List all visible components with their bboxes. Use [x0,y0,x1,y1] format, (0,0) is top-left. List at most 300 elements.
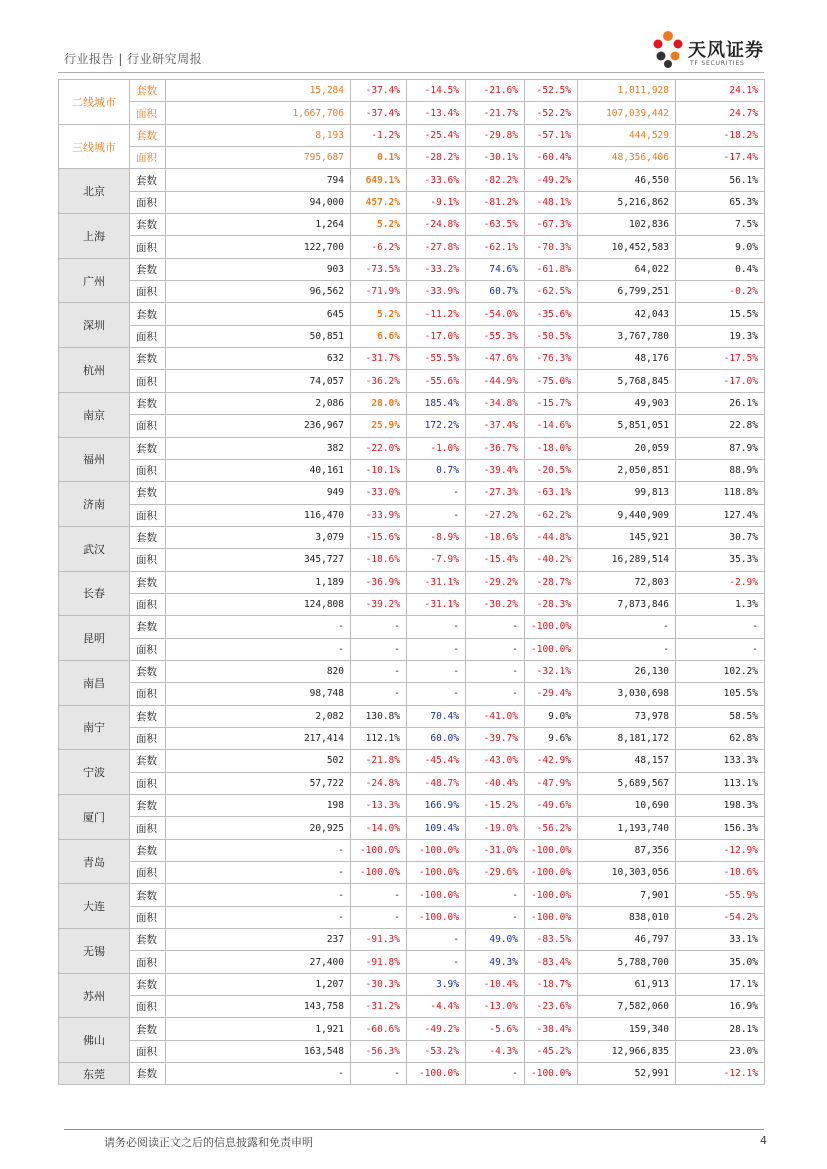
value-cell: -10.4% [466,973,525,995]
value-cell: - [351,660,407,682]
value-cell: 50,851 [166,325,351,347]
value-cell: -91.3% [351,929,407,951]
value-cell: -17.0% [407,325,466,347]
value-cell: - [407,660,466,682]
value-cell: 24.7% [676,102,765,124]
value-cell: 0.7% [407,459,466,481]
value-cell: -12.1% [676,1063,765,1085]
value-cell: -5.6% [466,1018,525,1040]
value-cell: -12.9% [676,839,765,861]
city-name-cell: 北京 [59,169,130,214]
table-body [59,80,765,1085]
metric-label-cell: 套数 [130,258,166,280]
table-row [59,638,765,660]
value-cell: 130.8% [351,705,407,727]
value-cell: -19.0% [466,817,525,839]
metric-label-cell: 套数 [130,482,166,504]
value-cell: 30.7% [676,526,765,548]
table-row [59,571,765,593]
value-cell: 49,903 [578,392,676,414]
value-cell: 87.9% [676,437,765,459]
value-cell: -14.5% [407,80,466,102]
value-cell: - [466,616,525,638]
table-row [59,504,765,526]
table-row [59,996,765,1018]
value-cell: 113.1% [676,772,765,794]
metric-label-cell: 套数 [130,705,166,727]
value-cell: 444,529 [578,124,676,146]
value-cell: 72,803 [578,571,676,593]
city-name-cell: 武汉 [59,526,130,571]
value-cell: -21.7% [466,102,525,124]
value-cell: 7,873,846 [578,593,676,615]
city-name-cell: 广州 [59,258,130,303]
city-name-cell: 深圳 [59,303,130,348]
value-cell: 8,193 [166,124,351,146]
metric-label-cell: 面积 [130,102,166,124]
value-cell: 46,797 [578,929,676,951]
value-cell: -71.9% [351,281,407,303]
value-cell: 70.4% [407,705,466,727]
value-cell: -31.1% [407,571,466,593]
value-cell: -13.3% [351,795,407,817]
value-cell: 7.5% [676,214,765,236]
value-cell: - [351,884,407,906]
value-cell: -13.4% [407,102,466,124]
value-cell: 16.9% [676,996,765,1018]
value-cell: -28.3% [525,593,578,615]
value-cell: -37.4% [351,102,407,124]
metric-label-cell: 套数 [130,80,166,102]
value-cell: 5,689,567 [578,772,676,794]
value-cell: 124,808 [166,593,351,615]
table-row [59,415,765,437]
value-cell: -22.0% [351,437,407,459]
value-cell: -100.0% [525,906,578,928]
value-cell: -43.0% [466,750,525,772]
metric-label-cell: 面积 [130,996,166,1018]
value-cell: 382 [166,437,351,459]
value-cell: 74.6% [466,258,525,280]
value-cell: -83.5% [525,929,578,951]
value-cell: 3,079 [166,526,351,548]
table-row [59,392,765,414]
metric-label-cell: 面积 [130,593,166,615]
value-cell: 133.3% [676,750,765,772]
value-cell: - [466,906,525,928]
metric-label-cell: 套数 [130,750,166,772]
value-cell: - [407,951,466,973]
value-cell: -42.9% [525,750,578,772]
value-cell: - [166,616,351,638]
value-cell: 102,836 [578,214,676,236]
table-row [59,750,765,772]
metric-label-cell: 面积 [130,906,166,928]
value-cell: -17.4% [676,147,765,169]
value-cell: -60.6% [351,1018,407,1040]
value-cell: - [466,638,525,660]
value-cell: -54.2% [676,906,765,928]
value-cell: -82.2% [466,169,525,191]
value-cell: 198.3% [676,795,765,817]
value-cell: 105.5% [676,683,765,705]
value-cell: -17.5% [676,348,765,370]
value-cell: 49.3% [466,951,525,973]
city-name-cell: 长春 [59,571,130,616]
value-cell: -100.0% [525,616,578,638]
value-cell: -33.2% [407,258,466,280]
value-cell: 107,039,442 [578,102,676,124]
value-cell: -63.1% [525,482,578,504]
value-cell: - [466,683,525,705]
value-cell: -56.2% [525,817,578,839]
table-row [59,973,765,995]
value-cell: -52.2% [525,102,578,124]
metric-label-cell: 套数 [130,1063,166,1085]
metric-label-cell: 套数 [130,571,166,593]
metric-label-cell: 面积 [130,951,166,973]
value-cell: -100.0% [407,1063,466,1085]
value-cell: -15.6% [351,526,407,548]
value-cell: 35.3% [676,549,765,571]
value-cell: - [466,1063,525,1085]
value-cell: -36.7% [466,437,525,459]
value-cell: 145,921 [578,526,676,548]
value-cell: -9.1% [407,191,466,213]
table-row [59,1018,765,1040]
value-cell: 17.1% [676,973,765,995]
value-cell: -44.8% [525,526,578,548]
value-cell: 58.5% [676,705,765,727]
value-cell: 28.0% [351,392,407,414]
value-cell: 795,687 [166,147,351,169]
table-row [59,1040,765,1062]
value-cell: 48,157 [578,750,676,772]
value-cell: 1,921 [166,1018,351,1040]
value-cell: 1,264 [166,214,351,236]
value-cell: 820 [166,660,351,682]
value-cell: -34.8% [466,392,525,414]
value-cell: -33.6% [407,169,466,191]
value-cell: 19.3% [676,325,765,347]
value-cell: -18.7% [525,973,578,995]
metric-label-cell: 面积 [130,415,166,437]
value-cell: -21.6% [466,80,525,102]
value-cell: -23.6% [525,996,578,1018]
value-cell: 9.0% [676,236,765,258]
value-cell: 33.1% [676,929,765,951]
table-row [59,348,765,370]
value-cell: 903 [166,258,351,280]
value-cell: -57.1% [525,124,578,146]
value-cell: -47.9% [525,772,578,794]
value-cell: 88.9% [676,459,765,481]
value-cell: 7,582,060 [578,996,676,1018]
metric-label-cell: 套数 [130,839,166,861]
value-cell: 9.0% [525,705,578,727]
value-cell: -37.4% [351,80,407,102]
value-cell: -63.5% [466,214,525,236]
metric-label-cell: 面积 [130,236,166,258]
value-cell: -48.1% [525,191,578,213]
value-cell: -7.9% [407,549,466,571]
value-cell: 65.3% [676,191,765,213]
value-cell: - [166,1063,351,1085]
value-cell: -20.5% [525,459,578,481]
value-cell: 0.4% [676,258,765,280]
value-cell: -55.5% [407,348,466,370]
value-cell: -18.6% [466,526,525,548]
metric-label-cell: 套数 [130,303,166,325]
value-cell: 74,057 [166,370,351,392]
table-row [59,862,765,884]
value-cell: -100.0% [407,884,466,906]
value-cell: - [407,638,466,660]
value-cell: 96,562 [166,281,351,303]
value-cell: -17.0% [676,370,765,392]
table-row [59,281,765,303]
metric-label-cell: 面积 [130,370,166,392]
value-cell: -100.0% [351,839,407,861]
value-cell: -31.7% [351,348,407,370]
value-cell: 64,022 [578,258,676,280]
value-cell: 949 [166,482,351,504]
value-cell: -70.3% [525,236,578,258]
value-cell: 166.9% [407,795,466,817]
value-cell: - [407,616,466,638]
value-cell: 159,340 [578,1018,676,1040]
value-cell: - [351,1063,407,1085]
value-cell: 26,130 [578,660,676,682]
value-cell: -30.1% [466,147,525,169]
table-row [59,303,765,325]
value-cell: -35.6% [525,303,578,325]
value-cell: 9.6% [525,727,578,749]
logo-subtext: TF SECURITIES [690,60,745,67]
table-row [59,482,765,504]
value-cell: -13.0% [466,996,525,1018]
value-cell: -55.3% [466,325,525,347]
table-row [59,191,765,213]
value-cell: -30.3% [351,973,407,995]
city-name-cell: 东莞 [59,1063,130,1085]
value-cell: 5,788,700 [578,951,676,973]
value-cell: -49.6% [525,795,578,817]
table-row [59,884,765,906]
value-cell: -29.4% [525,683,578,705]
city-name-cell: 苏州 [59,973,130,1018]
value-cell: -38.4% [525,1018,578,1040]
value-cell: 56.1% [676,169,765,191]
value-cell: -33.9% [407,281,466,303]
value-cell: -29.6% [466,862,525,884]
table-row [59,236,765,258]
value-cell: 52,991 [578,1063,676,1085]
value-cell: 1,011,928 [578,80,676,102]
value-cell: -45.2% [525,1040,578,1062]
value-cell: -100.0% [407,906,466,928]
value-cell: -62.5% [525,281,578,303]
value-cell: -44.9% [466,370,525,392]
metric-label-cell: 面积 [130,459,166,481]
value-cell: -10.1% [351,459,407,481]
value-cell: 122,700 [166,236,351,258]
value-cell: -10.6% [676,862,765,884]
footer-divider [64,1129,764,1130]
value-cell: 24.1% [676,80,765,102]
value-cell: 49.0% [466,929,525,951]
page-number: 4 [760,1134,767,1147]
value-cell: -50.5% [525,325,578,347]
table-row [59,817,765,839]
value-cell: -25.4% [407,124,466,146]
value-cell: - [676,638,765,660]
value-cell: - [351,683,407,705]
header-divider [58,72,764,73]
value-cell: 15.5% [676,303,765,325]
value-cell: -61.8% [525,258,578,280]
value-cell: 345,727 [166,549,351,571]
value-cell: -27.8% [407,236,466,258]
company-logo [650,28,765,72]
value-cell: -15.2% [466,795,525,817]
value-cell: -14.6% [525,415,578,437]
value-cell: -30.2% [466,593,525,615]
value-cell: 40,161 [166,459,351,481]
value-cell: -100.0% [525,638,578,660]
value-cell: - [351,616,407,638]
table-row [59,526,765,548]
table-row [59,437,765,459]
metric-label-cell: 面积 [130,191,166,213]
value-cell: 0.1% [351,147,407,169]
value-cell: 632 [166,348,351,370]
table-row [59,549,765,571]
city-name-cell: 佛山 [59,1018,130,1063]
value-cell: -39.2% [351,593,407,615]
value-cell: 143,758 [166,996,351,1018]
value-cell: 48,356,406 [578,147,676,169]
metric-label-cell: 套数 [130,526,166,548]
value-cell: 1,667,706 [166,102,351,124]
table-row [59,169,765,191]
table-row [59,214,765,236]
metric-label-cell: 套数 [130,392,166,414]
value-cell: 6,799,251 [578,281,676,303]
value-cell: 5,768,845 [578,370,676,392]
city-name-cell: 厦门 [59,795,130,840]
city-name-cell: 宁波 [59,750,130,795]
value-cell: -91.8% [351,951,407,973]
value-cell: - [166,906,351,928]
value-cell: 25.9% [351,415,407,437]
value-cell: 26.1% [676,392,765,414]
value-cell: -27.2% [466,504,525,526]
value-cell: 1,207 [166,973,351,995]
value-cell: 1,193,740 [578,817,676,839]
table-row [59,906,765,928]
city-name-cell: 大连 [59,884,130,929]
value-cell: -100.0% [525,884,578,906]
value-cell: - [166,862,351,884]
metric-label-cell: 面积 [130,683,166,705]
value-cell: 5,851,051 [578,415,676,437]
value-cell: 645 [166,303,351,325]
value-cell: -48.7% [407,772,466,794]
value-cell: - [578,638,676,660]
table-row [59,124,765,146]
value-cell: 185.4% [407,392,466,414]
logo-text: 天风证券 [688,40,764,61]
value-cell: 109.4% [407,817,466,839]
value-cell: -15.7% [525,392,578,414]
value-cell: -100.0% [407,839,466,861]
value-cell: 6.6% [351,325,407,347]
table-row [59,705,765,727]
value-cell: - [166,839,351,861]
value-cell: -81.2% [466,191,525,213]
value-cell: - [407,504,466,526]
value-cell: 502 [166,750,351,772]
value-cell: 2,086 [166,392,351,414]
value-cell: - [166,884,351,906]
table-row [59,593,765,615]
metric-label-cell: 套数 [130,1018,166,1040]
value-cell: 5.2% [351,214,407,236]
value-cell: 3.9% [407,973,466,995]
value-cell: -29.8% [466,124,525,146]
value-cell: -75.0% [525,370,578,392]
value-cell: -49.2% [407,1018,466,1040]
value-cell: 20,059 [578,437,676,459]
value-cell: -47.6% [466,348,525,370]
value-cell: 16,289,514 [578,549,676,571]
value-cell: 60.0% [407,727,466,749]
value-cell: -39.4% [466,459,525,481]
table-row [59,929,765,951]
metric-label-cell: 套数 [130,169,166,191]
value-cell: 57,722 [166,772,351,794]
value-cell: 118.8% [676,482,765,504]
value-cell: 794 [166,169,351,191]
value-cell: -53.2% [407,1040,466,1062]
value-cell: -31.1% [407,593,466,615]
city-name-cell: 上海 [59,214,130,259]
value-cell: - [676,616,765,638]
city-name-cell: 南昌 [59,660,130,705]
value-cell: 3,030,698 [578,683,676,705]
value-cell: - [351,906,407,928]
value-cell: -4.4% [407,996,466,1018]
value-cell: -14.0% [351,817,407,839]
value-cell: -24.8% [407,214,466,236]
value-cell: -100.0% [525,862,578,884]
metric-label-cell: 套数 [130,795,166,817]
value-cell: -67.3% [525,214,578,236]
value-cell: - [407,683,466,705]
value-cell: 2,050,851 [578,459,676,481]
table-row [59,795,765,817]
metric-label-cell: 套数 [130,884,166,906]
metric-label-cell: 面积 [130,504,166,526]
value-cell: -36.2% [351,370,407,392]
table-row [59,80,765,102]
metric-label-cell: 面积 [130,817,166,839]
metric-label-cell: 面积 [130,549,166,571]
value-cell: 61,913 [578,973,676,995]
metric-label-cell: 面积 [130,147,166,169]
value-cell: -83.4% [525,951,578,973]
